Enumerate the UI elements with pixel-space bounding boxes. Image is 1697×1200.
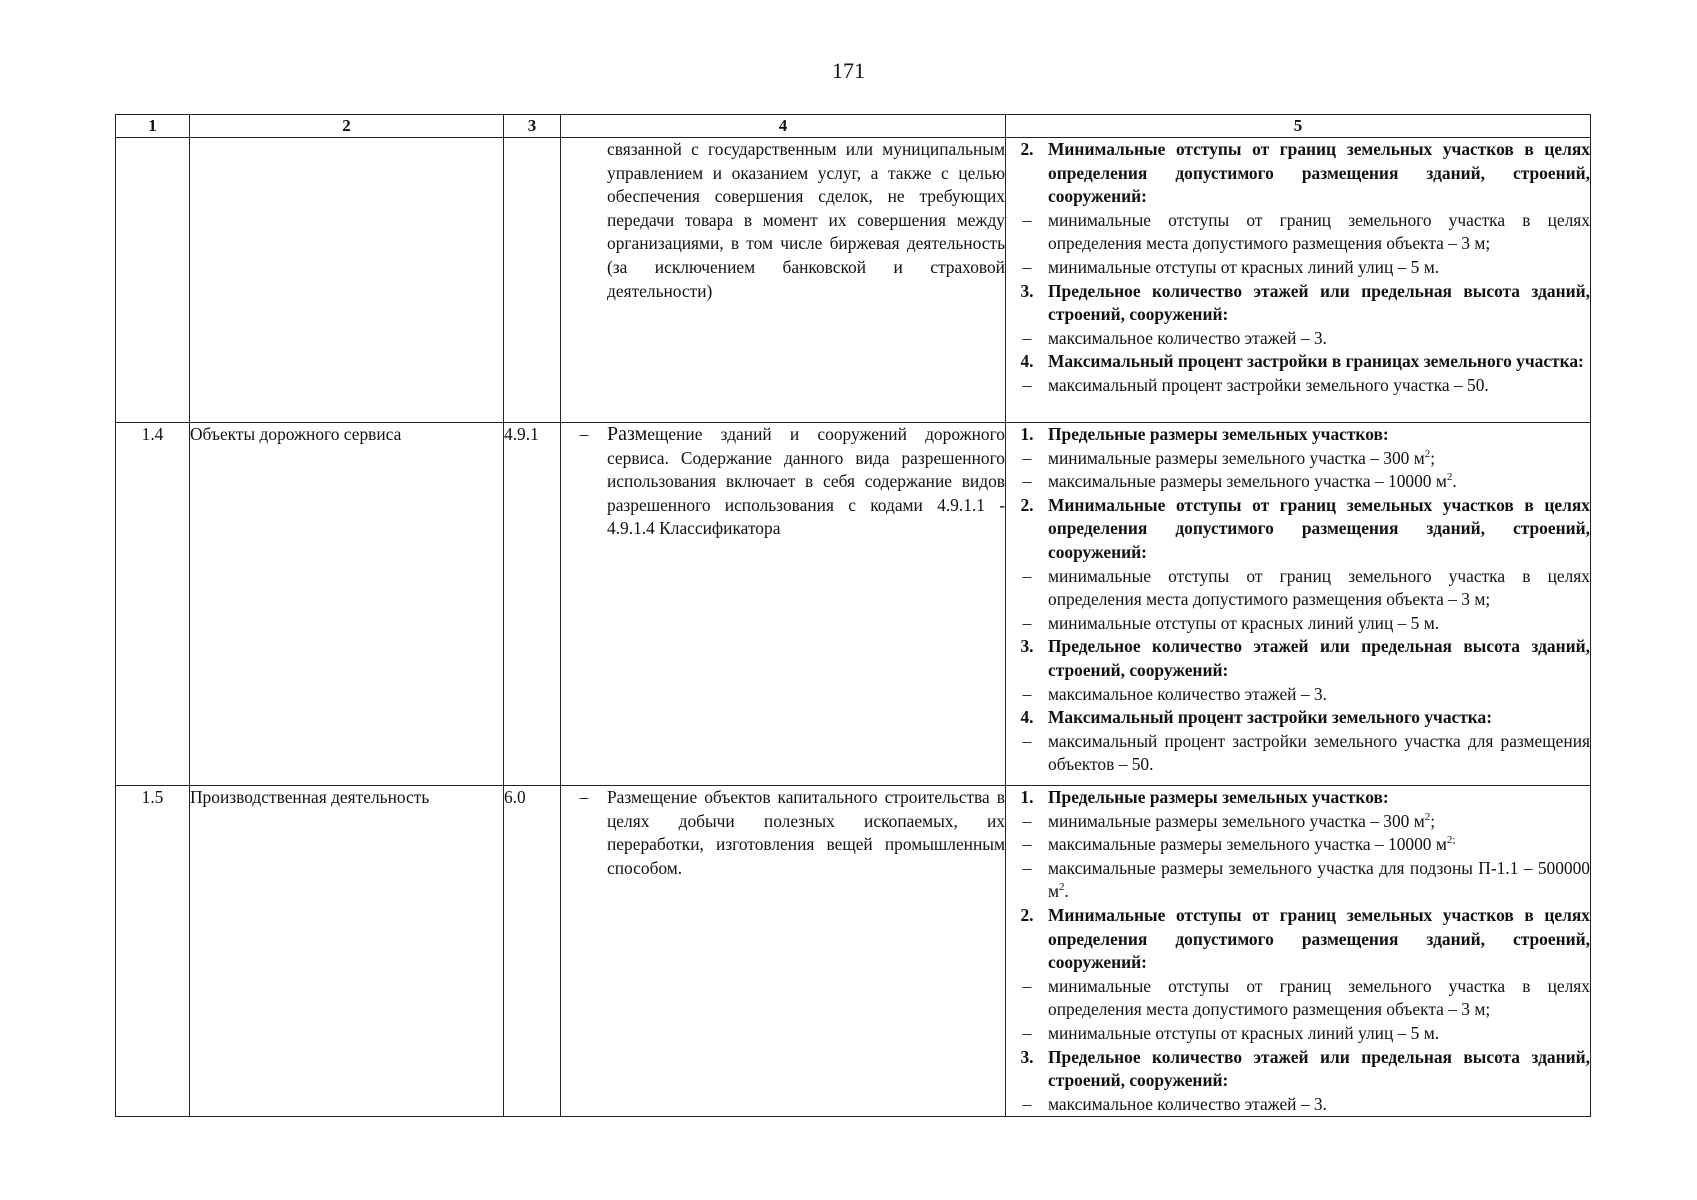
parameter-heading: 4. Максимальный процент застройки земельного участка: (1020, 707, 1493, 728)
use-type-name (190, 138, 504, 423)
column-header-1: 1 (116, 115, 190, 138)
table-row (116, 423, 1591, 786)
parameter-item: – максимальное количество этажей – 3. (1022, 1093, 1327, 1114)
parameter-item: – минимальные отступы от границ земельного участка в целях определения места допустимого размещения объекта – 3 м; (1022, 209, 1590, 254)
parameters-cell (1006, 138, 1591, 423)
row-number: 1.5 (116, 786, 190, 1117)
parameter-heading: 2. Минимальные отступы от границ земельных участков в целях определения допустимого размещения зданий, строений, сооружений: (1020, 139, 1590, 207)
use-type-code: 4.9.1 (504, 423, 561, 786)
description-text: Размещение зданий и сооружений дорожного сервиса. Содержание данного вида разрешенного использования включает в себя содержание видов разрешенного использования с кодами 4.9.1.1 - 4.9.1.4 Классификатора (607, 423, 1005, 539)
parameter-item: – максимальные размеры земельного участка для подзоны П-1.1 – 500000 $м^2$. (1022, 857, 1590, 902)
parameter-heading: 2. Минимальные отступы от границ земельных участков в целях определения допустимого размещения зданий, строений, сооружений: (1020, 494, 1590, 562)
use-type-code (504, 138, 561, 423)
description-dash: – (579, 787, 589, 807)
parameter-item: – минимальные размеры земельного участка – 300 $м^2$; (1022, 810, 1436, 831)
table-header-row (116, 115, 1591, 138)
page-number: 171 (832, 58, 865, 83)
parameter-item: – максимальное количество этажей – 3. (1022, 327, 1327, 348)
parameter-item: – максимальные размеры земельного участка – 10000 $м^2$. (1022, 471, 1457, 492)
column-header-2: 2 (190, 115, 504, 138)
use-type-description (561, 786, 1006, 1117)
parameter-item: – минимальные отступы от границ земельного участка в целях определения места допустимого размещения объекта – 3 м; (1022, 565, 1590, 610)
parameter-heading: 1. Предельные размеры земельных участков: (1020, 424, 1389, 444)
parameter-item: – минимальные размеры земельного участка – 300 $м^2$; (1022, 447, 1436, 468)
parameter-item: – максимальный процент застройки земельного участка для размещения объектов – 50. (1022, 730, 1590, 775)
use-type-name: Производственная деятельность (190, 786, 504, 1117)
parameter-item: – максимальное количество этажей – 3. (1022, 683, 1327, 704)
parameter-heading: 4. Максимальный процент застройки в границах земельного участка: (1020, 351, 1584, 372)
table-row (116, 138, 1591, 423)
column-header-5: 5 (1006, 115, 1591, 138)
use-type-name: Объекты дорожного сервиса (190, 423, 504, 786)
parameters-cell (1006, 423, 1591, 786)
parameter-item: – максимальный процент застройки земельного участка – 50. (1022, 374, 1489, 395)
description-dash (561, 138, 607, 303)
row-number (116, 138, 190, 423)
description-text: связанной с государственным или муниципальным управлением и оказанием услуг, а также с целью обеспечения совершения сделок, не требующих передачи товара в момент их совершения между организациями, в том числе биржевая деятельность (за исключением банковской и страховой деятельности) (607, 139, 1005, 301)
parameter-item: – минимальные отступы от красных линий улиц – 5 м. (1022, 612, 1440, 633)
row-number: 1.4 (116, 423, 190, 786)
use-type-description (561, 423, 1006, 786)
column-header-3: 3 (504, 115, 561, 138)
parameter-item: – минимальные отступы от границ земельного участка в целях определения места допустимого размещения объекта – 3 м; (1022, 975, 1590, 1020)
parameters-cell (1006, 786, 1591, 1117)
parameter-item: – минимальные отступы от красных линий улиц – 5 м. (1022, 256, 1440, 277)
parameter-heading: 3. Предельное количество этажей или предельная высота зданий, строений, сооружений: (1020, 1046, 1590, 1091)
parameter-heading: 3. Предельное количество этажей или предельная высота зданий, строений, сооружений: (1020, 636, 1590, 680)
parameter-heading: 2. Минимальные отступы от границ земельных участков в целях определения допустимого размещения зданий, строений, сооружений: (1020, 904, 1590, 973)
use-type-description (561, 138, 1006, 423)
parameter-item: – максимальные размеры земельного участка – 10000 $м^{2;}$ (1022, 834, 1456, 855)
use-type-code: 6.0 (504, 786, 561, 1117)
parameter-heading: 3. Предельное количество этажей или предельная высота зданий, строений, сооружений: (1020, 280, 1590, 325)
parameter-item: – минимальные отступы от красных линий улиц – 5 м. (1022, 1022, 1440, 1043)
column-header-4: 4 (561, 115, 1006, 138)
parameter-heading: 1. Предельные размеры земельных участков: (1020, 787, 1389, 807)
zoning-table (115, 114, 1591, 1117)
table-row (116, 786, 1591, 1117)
description-text: Размещение объектов капитального строительства в целях добычи полезных ископаемых, их переработки, изготовления вещей промышленным способом. (607, 787, 1005, 878)
description-dash: – (579, 424, 589, 444)
